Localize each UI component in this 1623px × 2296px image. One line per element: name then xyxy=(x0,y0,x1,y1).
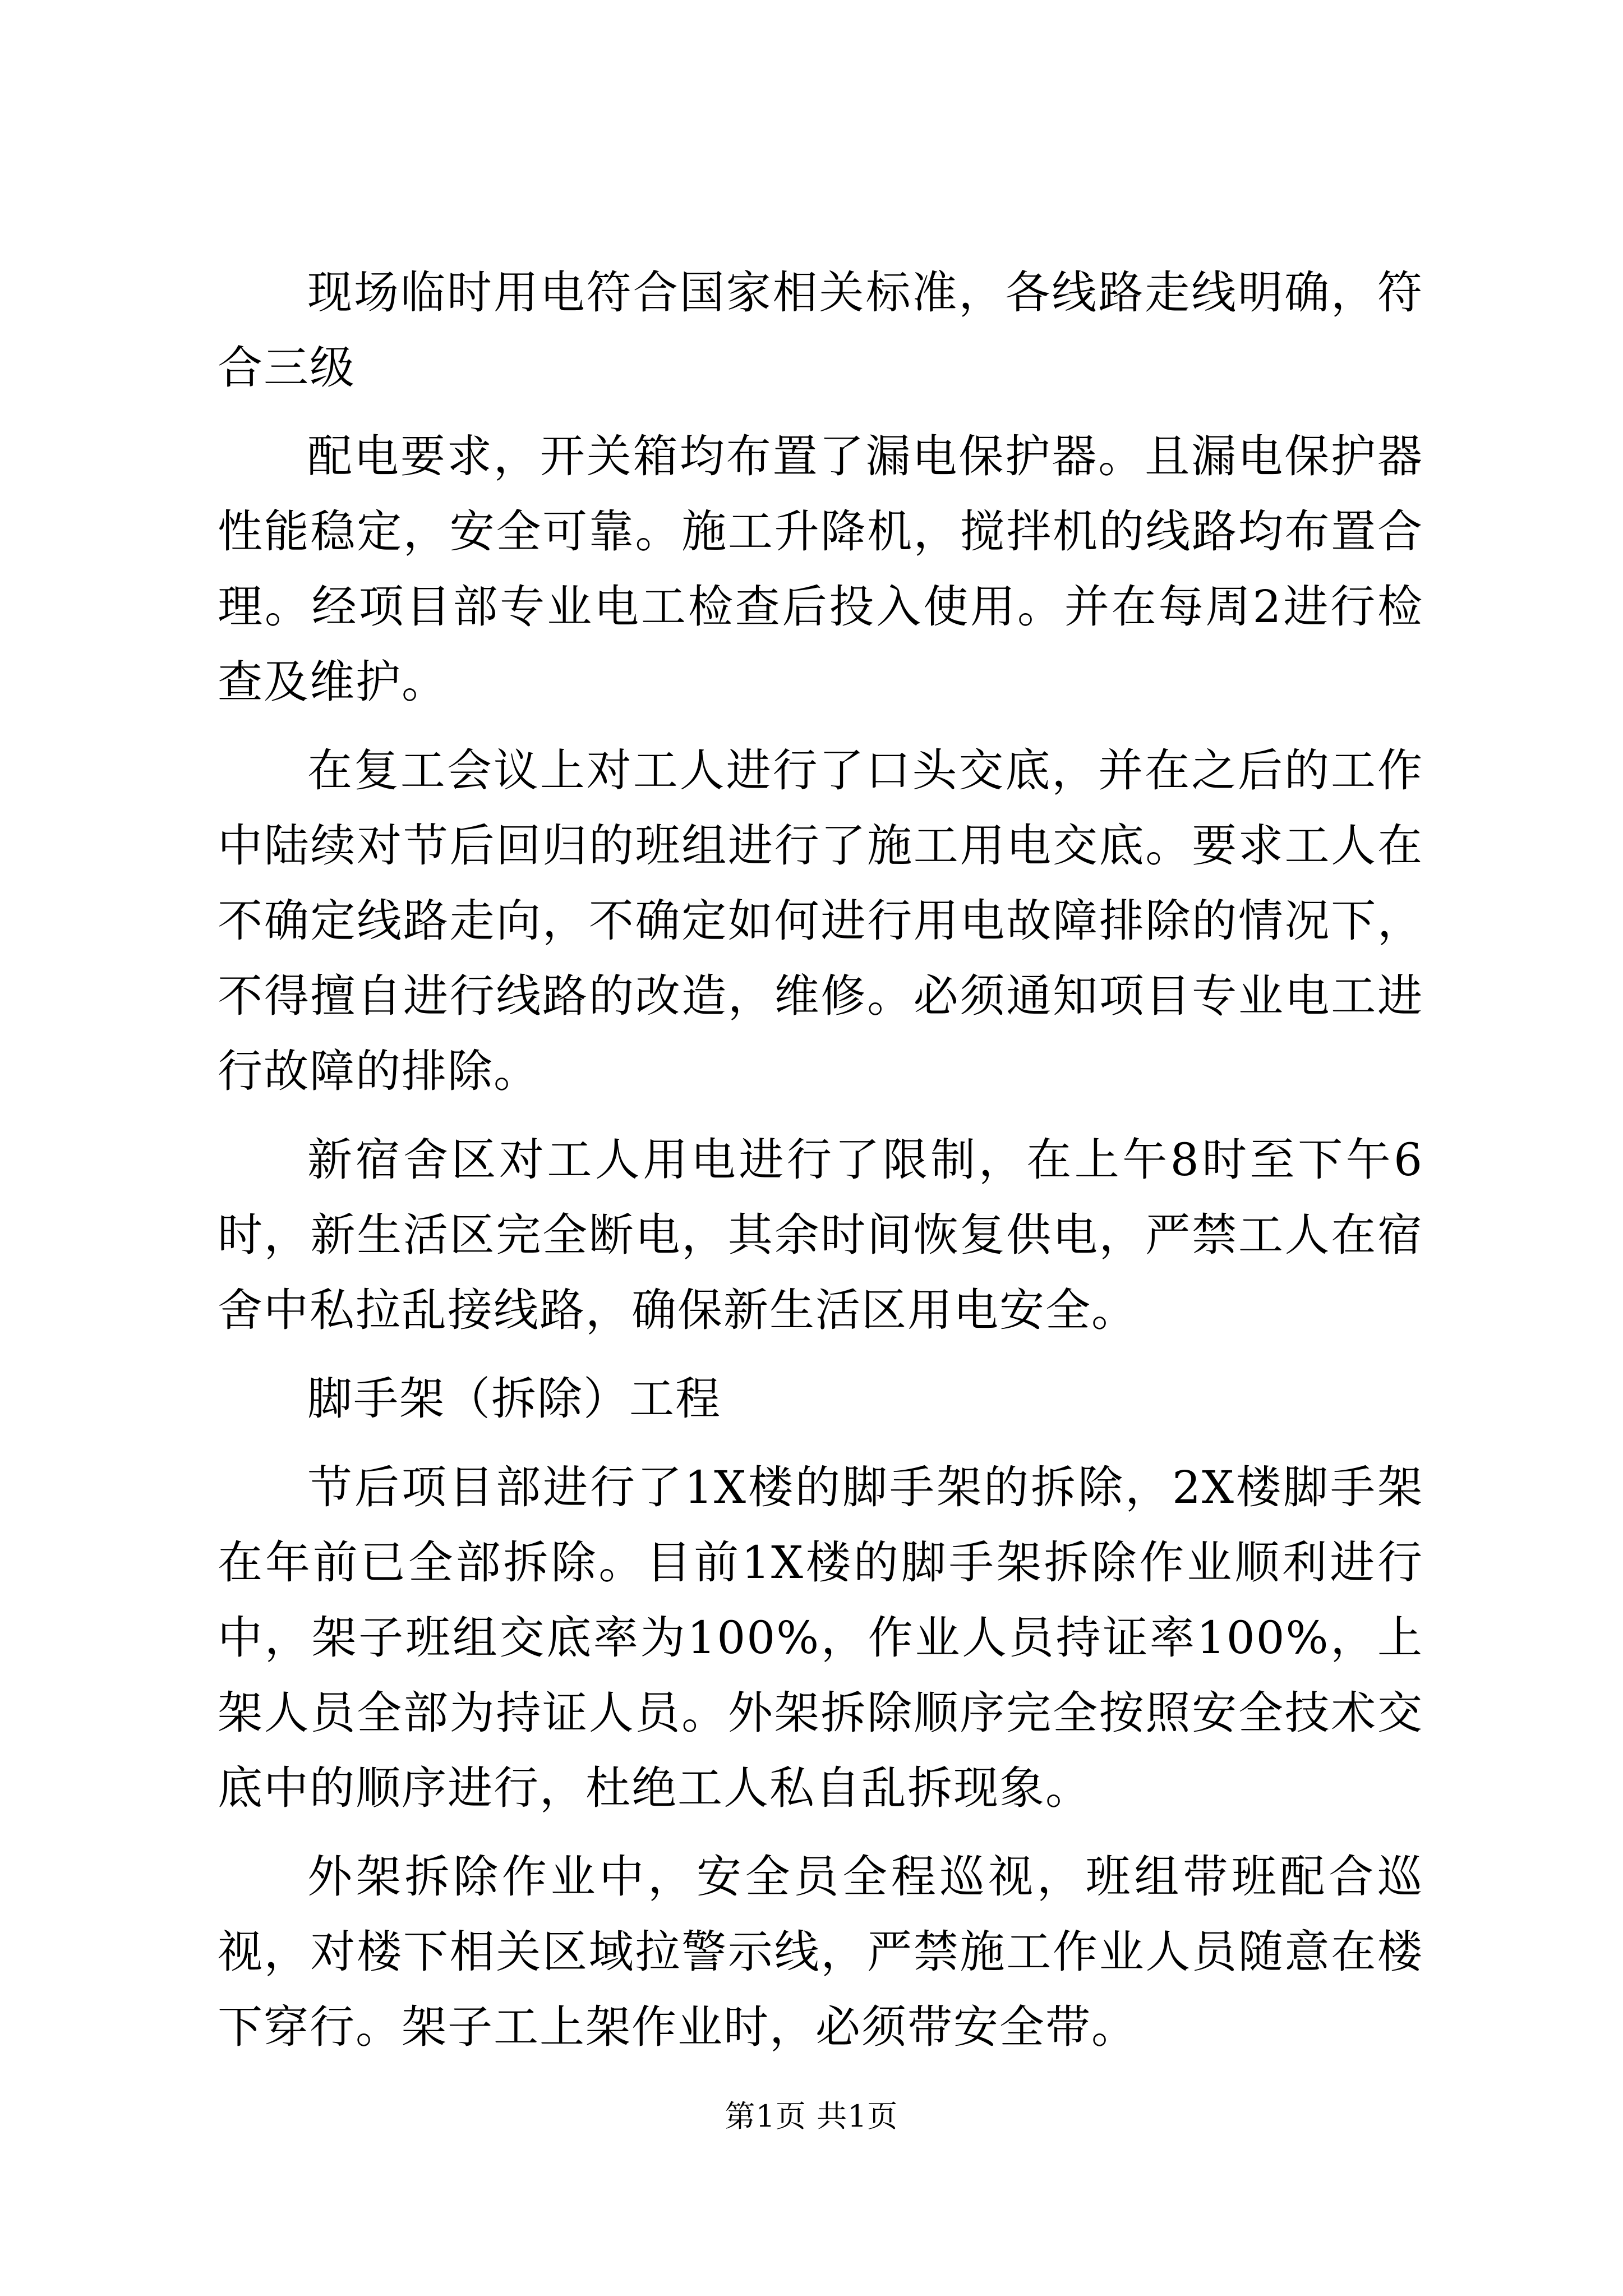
paragraph-4: 新宿舍区对工人用电进行了限制，在上午8时至下午6时，新生活区完全断电，其余时间恢复供电，严禁工人在宿舍中私拉乱接线路，确保新生活区用电安全。 xyxy=(218,1134,1423,1336)
paragraph-5: 节后项目部进行了1X楼的脚手架的拆除，2X楼脚手架在年前已全部拆除。目前1X楼的脚手架拆除作业顺利进行中，架子班组交底率为100%，作业人员持证率100%，上架人员全部为持证人员。外架拆除顺序完全按照安全技术交底中的顺序进行，杜绝工人私自乱拆现象。 xyxy=(218,1461,1423,1814)
paragraph-1: 现场临时用电符合国家相关标准，各线路走线明确，符合三级 xyxy=(218,266,1423,394)
paragraph-6: 外架拆除作业中，安全员全程巡视，班组带班配合巡视，对楼下相关区域拉警示线，严禁施工作业人员随意在楼下穿行。架子工上架作业时，必须带安全带。 xyxy=(218,1851,1423,2053)
paragraph-3: 在复工会议上对工人进行了口头交底，并在之后的工作中陆续对节后回归的班组进行了施工用电交底。要求工人在不确定线路走向，不确定如何进行用电故障排除的情况下，不得擅自进行线路的改造，维修。必须通知项目专业电工进行故障的排除。 xyxy=(218,744,1423,1097)
document-body xyxy=(218,255,1423,2078)
paragraph-2: 配电要求，开关箱均布置了漏电保护器。且漏电保护器性能稳定，安全可靠。施工升降机，搅拌机的线路均布置合理。经项目部专业电工检查后投入使用。并在每周2进行检查及维护。 xyxy=(218,430,1423,708)
page-footer: 第1页 共1页 xyxy=(725,2099,898,2134)
section-heading: 脚手架（拆除）工程 xyxy=(307,1373,721,1425)
